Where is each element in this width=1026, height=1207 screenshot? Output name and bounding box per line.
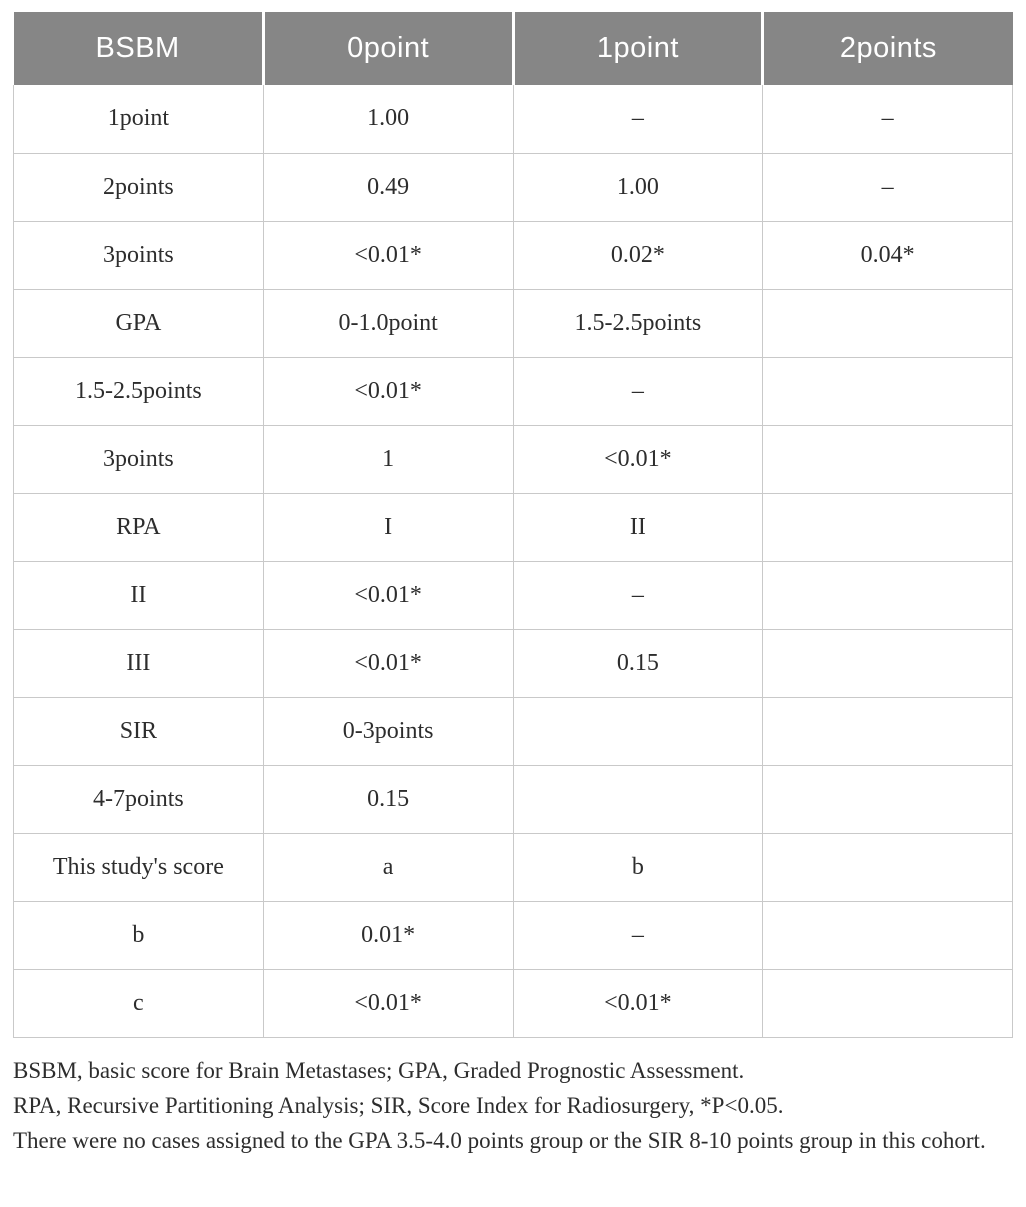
table-row: [14, 221, 1013, 289]
footnote-line: There were no cases assigned to the GPA 3.5-4.0 points group or the SIR 8-10 points group in this cohort.: [13, 1127, 986, 1153]
value-cell: 0.49: [263, 153, 513, 221]
value-cell: 0.15: [513, 629, 763, 697]
table-row: [14, 85, 1013, 153]
column-header: 0point: [263, 12, 513, 85]
row-label-cell: III: [14, 629, 264, 697]
value-cell: [763, 425, 1013, 493]
value-cell: [763, 901, 1013, 969]
value-cell: –: [763, 153, 1013, 221]
row-label-cell: This study's score: [14, 833, 264, 901]
row-label-cell: 1.5-2.5points: [14, 357, 264, 425]
value-cell: <0.01*: [263, 629, 513, 697]
value-cell: 1.00: [513, 153, 763, 221]
value-cell: II: [513, 493, 763, 561]
value-cell: [763, 561, 1013, 629]
value-cell: [763, 493, 1013, 561]
row-label-cell: b: [14, 901, 264, 969]
row-label-cell: SIR: [14, 697, 264, 765]
value-cell: [763, 697, 1013, 765]
value-cell: a: [263, 833, 513, 901]
value-cell: 0.15: [263, 765, 513, 833]
table-row: [14, 697, 1013, 765]
row-label-cell: RPA: [14, 493, 264, 561]
row-label-cell: 2points: [14, 153, 264, 221]
value-cell: [763, 629, 1013, 697]
value-cell: [763, 969, 1013, 1037]
value-cell: 0.02*: [513, 221, 763, 289]
column-header: 1point: [513, 12, 763, 85]
table-row: [14, 901, 1013, 969]
table-row: [14, 425, 1013, 493]
row-label-cell: c: [14, 969, 264, 1037]
value-cell: 0-3points: [263, 697, 513, 765]
table-header: [14, 12, 1013, 85]
value-cell: 1.5-2.5points: [513, 289, 763, 357]
table-footnotes: [13, 1053, 1013, 1158]
table-row: [14, 765, 1013, 833]
value-cell: 1.00: [263, 85, 513, 153]
value-cell: 0-1.0point: [263, 289, 513, 357]
value-cell: 1: [263, 425, 513, 493]
header-row: [14, 12, 1013, 85]
table-row: [14, 153, 1013, 221]
value-cell: <0.01*: [263, 561, 513, 629]
value-cell: [763, 289, 1013, 357]
table-body: [14, 85, 1013, 1037]
value-cell: <0.01*: [263, 969, 513, 1037]
value-cell: [763, 833, 1013, 901]
table-row: [14, 833, 1013, 901]
value-cell: <0.01*: [263, 221, 513, 289]
table-row: [14, 357, 1013, 425]
table-row: [14, 629, 1013, 697]
comparison-table: [13, 12, 1013, 1038]
value-cell: –: [513, 357, 763, 425]
table-row: [14, 561, 1013, 629]
value-cell: [763, 765, 1013, 833]
value-cell: –: [513, 901, 763, 969]
row-label-cell: 3points: [14, 221, 264, 289]
table-row: [14, 289, 1013, 357]
value-cell: <0.01*: [513, 425, 763, 493]
value-cell: 0.04*: [763, 221, 1013, 289]
column-header: BSBM: [14, 12, 264, 85]
value-cell: [513, 765, 763, 833]
footnote-line: BSBM, basic score for Brain Metastases; GPA, Graded Prognostic Assessment.: [13, 1057, 745, 1083]
value-cell: –: [513, 85, 763, 153]
value-cell: 0.01*: [263, 901, 513, 969]
footnote-line: RPA, Recursive Partitioning Analysis; SIR, Score Index for Radiosurgery, *P<0.05.: [13, 1092, 784, 1118]
row-label-cell: II: [14, 561, 264, 629]
value-cell: <0.01*: [513, 969, 763, 1037]
table-row: [14, 493, 1013, 561]
value-cell: I: [263, 493, 513, 561]
value-cell: b: [513, 833, 763, 901]
value-cell: [763, 357, 1013, 425]
value-cell: <0.01*: [263, 357, 513, 425]
row-label-cell: GPA: [14, 289, 264, 357]
value-cell: –: [763, 85, 1013, 153]
row-label-cell: 3points: [14, 425, 264, 493]
value-cell: [513, 697, 763, 765]
row-label-cell: 4-7points: [14, 765, 264, 833]
column-header: 2points: [763, 12, 1013, 85]
table-row: [14, 969, 1013, 1037]
value-cell: –: [513, 561, 763, 629]
row-label-cell: 1point: [14, 85, 264, 153]
